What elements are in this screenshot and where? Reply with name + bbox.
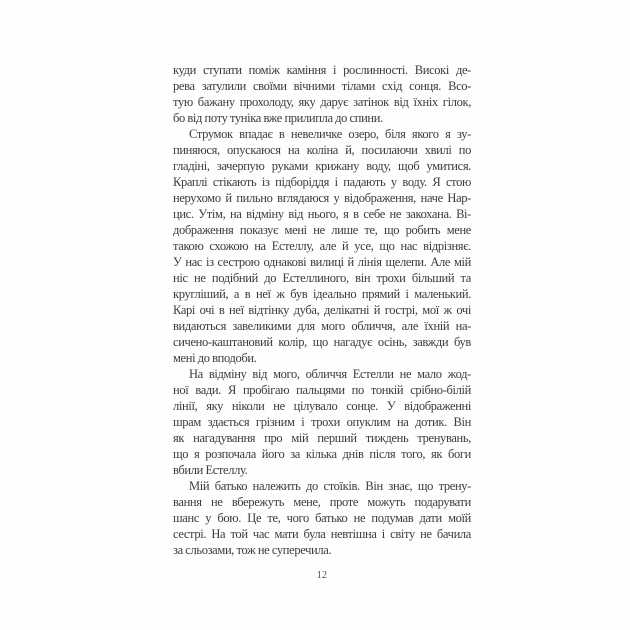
text-line: мені до вподоби. [173,351,257,365]
text-line: Краплі стікають із підборіддя і падають у воду. Я стою [173,175,471,189]
text-line: тую бажану прохолоду, яку дарує затінок від їхніх гілок, [173,95,471,109]
text-line: нерухомо й пильно вглядаюся у відображення, наче Нар- [173,191,471,205]
text-line: такою схожою на Естеллу, але й усе, що нас відрізняє. [173,239,471,253]
text-line: кругліший, а в неї ж був ідеально прямий і маленький. [173,287,471,301]
page-number: 12 [316,570,328,581]
text-line: вання не вбережуть мене, проте можуть подарувати [173,495,471,509]
text-line: рева затулили своїми вічними тілами схід сонця. Всо- [173,79,471,93]
text-line: вбили Естеллу. [173,463,248,477]
text-line: Карі очі в неї відтінку дуба, делікатні й гострі, мої ж очі [173,303,471,317]
text-line: ніс не подібний до Естеллиного, він трохи більший та [173,271,471,285]
text-line: лінії, яку ніколи не цілувало сонце. У відображенні [173,399,471,413]
text-line: ної вади. Я пробігаю пальцями по тонкій срібно-білій [173,383,471,397]
paragraph [173,366,471,478]
text-line: бо від поту туніка вже прилипла до спини. [173,111,383,125]
text-line: видаються завеликими для мого обличчя, але їхній на- [173,319,471,333]
paragraph [173,62,471,126]
text-line: цис. Утім, на відміну від нього, я в себе не закохана. Ві- [173,207,471,221]
text-line: шанс у бою. Це те, чого батько не подумав дати моїй [173,511,471,525]
text-line: сичено-каштановий колір, що нагадує осінь, завжди був [173,335,471,349]
text-line: На відміну від мого, обличчя Естелли не мало жод- [189,367,471,381]
text-line: пиняюся, опускаюся на коліна й, посилаючи хвилі по [173,143,471,157]
text-line: гладіні, зачерпую руками крижану воду, щоб умитися. [173,159,471,173]
text-line: шрам здається грізним і трохи опуклим на дотик. Він [173,415,471,429]
text-line: Мій батько належить до стоїків. Він знає, що трену- [189,479,471,493]
paragraph [173,126,471,366]
text-line: сестрі. На той час мати була невтішна і світу не бачила [173,527,471,541]
text-line: як нагадування про мій перший тиждень тренувань, [173,431,471,445]
page-text [173,62,471,558]
text-line: дображення показує мені не лише те, що робить мене [173,223,471,237]
paragraph [173,478,471,558]
text-line: Струмок впадає в невеличке озеро, біля якого я зу- [189,127,471,141]
text-line: У нас із сестрою однакові вилиці й лінія щелепи. Але мій [173,255,471,269]
text-line: куди ступати поміж каміння і рослинності. Високі де- [173,63,471,77]
text-line: що я розпочала його за кілька днів після того, як боги [173,447,471,461]
text-line: за сльозами, тож не суперечила. [173,543,332,557]
